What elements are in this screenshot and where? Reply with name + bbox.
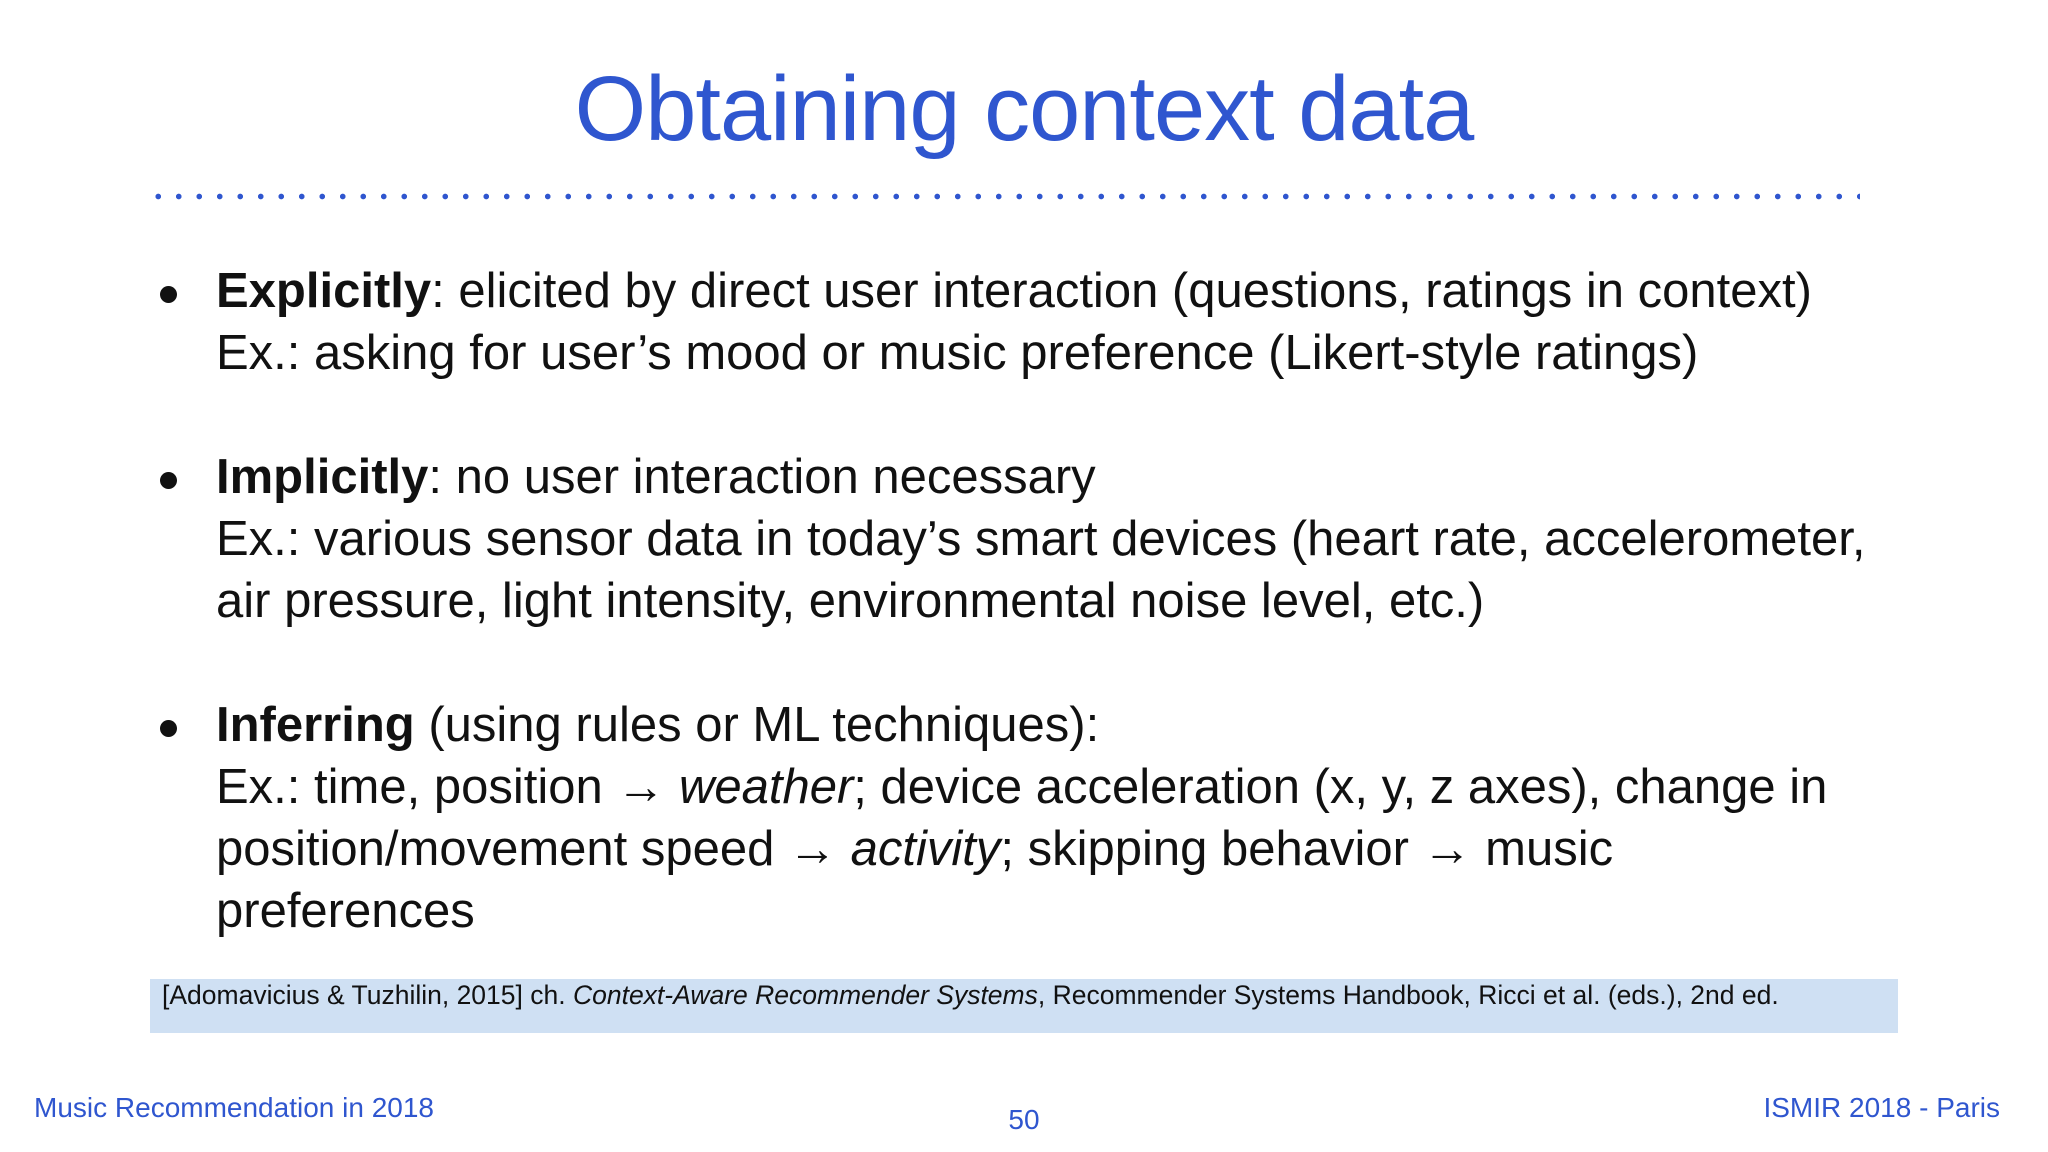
bullet-heading-line [216, 694, 1920, 756]
bullet-description: : elicited by direct user interaction (questions, ratings in context) [431, 264, 1812, 318]
page-number: 50 [1008, 1104, 1040, 1135]
bullet-term: Implicitly [216, 450, 429, 504]
bullet-description: : no user interaction necessary [428, 450, 1096, 504]
citation-title: Context-Aware Recommender Systems [572, 980, 1038, 1010]
bullet-example-continued [216, 818, 1920, 880]
bullet-example-continued: air pressure, light intensity, environmental noise level, etc.) [216, 574, 1485, 628]
bullet-dot-icon [160, 472, 177, 489]
citation-suffix: , Recommender Systems Handbook, Ricci et al. (eds.), 2nd ed. [1037, 980, 1779, 1010]
bullet-list [160, 260, 1920, 942]
bullet-description: (using rules or ML techniques): [414, 698, 1100, 752]
bullet-example: Ex.: asking for user’s mood or music preference (Likert-style ratings) [216, 326, 1699, 380]
footer-right: ISMIR 2018 - Paris [1763, 1092, 2000, 1123]
bullet-explicitly [160, 260, 1920, 384]
example-emphasis-activity: activity [850, 822, 1001, 876]
bullet-example-continued: preferences [216, 884, 475, 938]
dotted-divider [148, 193, 1860, 200]
bullet-example [216, 756, 1920, 818]
slide-title: Obtaining context data [574, 58, 1474, 160]
example-emphasis-weather: weather [678, 760, 854, 814]
example-prefix: Ex.: time, position → [216, 760, 679, 814]
footer-left: Music Recommendation in 2018 [34, 1092, 434, 1123]
bullet-dot-icon [160, 286, 177, 303]
bullet-implicitly [160, 446, 1920, 632]
bullet-example: Ex.: various sensor data in today’s smart devices (heart rate, accelerometer, [216, 512, 1866, 566]
example-line3-suffix: ; skipping behavior → music [1000, 822, 1614, 876]
bullet-term: Inferring [216, 698, 415, 752]
example-line3-prefix: position/movement speed → [216, 822, 851, 876]
bullet-inferring [160, 694, 1920, 942]
bullet-term: Explicitly [216, 264, 432, 318]
bullet-heading-line [216, 260, 1920, 322]
example-middle: ; device acceleration (x, y, z axes), change in [853, 760, 1828, 814]
bullet-heading-line [216, 446, 1920, 508]
citation-box [150, 979, 1898, 1033]
bullet-dot-icon [160, 720, 177, 737]
citation-prefix: [Adomavicius & Tuzhilin, 2015] ch. [162, 980, 573, 1010]
